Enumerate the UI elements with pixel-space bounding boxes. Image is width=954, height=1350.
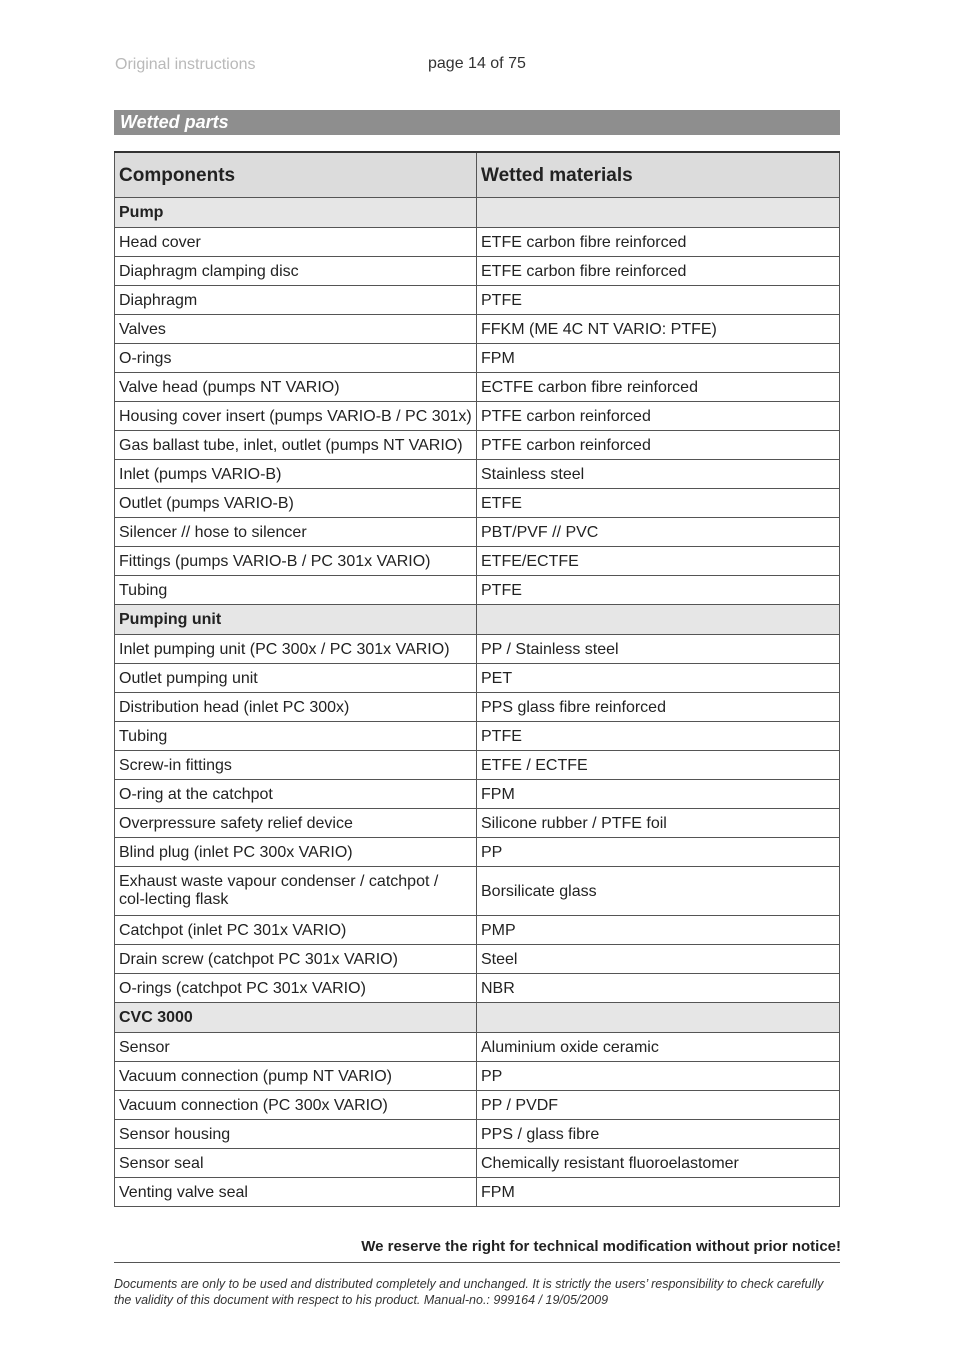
section-empty-cell	[477, 1003, 840, 1033]
component-cell: O-ring at the catchpot	[115, 780, 477, 809]
component-cell: Diaphragm	[115, 286, 477, 315]
table-row	[115, 402, 840, 431]
table-row	[115, 867, 840, 916]
component-cell: Housing cover insert (pumps VARIO-B / PC 301x)	[115, 402, 477, 431]
material-cell: Borsilicate glass	[477, 867, 840, 916]
material-cell: ETFE / ECTFE	[477, 751, 840, 780]
material-cell: ETFE carbon fibre reinforced	[477, 228, 840, 257]
component-cell: Sensor	[115, 1033, 477, 1062]
material-cell: Steel	[477, 945, 840, 974]
table-row	[115, 257, 840, 286]
material-cell: PMP	[477, 916, 840, 945]
material-cell: PTFE carbon reinforced	[477, 431, 840, 460]
material-cell: PTFE	[477, 722, 840, 751]
footer-disclaimer: Documents are only to be used and distributed completely and unchanged. It is strictly the users’ responsibility to check carefully the validity of this document with respect to his product. Manual-no.: 999164 / 19/05/2009	[114, 1277, 824, 1307]
material-cell: PP / Stainless steel	[477, 635, 840, 664]
material-cell: PP / PVDF	[477, 1091, 840, 1120]
component-cell: Outlet pumping unit	[115, 664, 477, 693]
component-cell: O-rings	[115, 344, 477, 373]
wetted-parts-table	[114, 151, 840, 1207]
column-header-materials: Wetted materials	[477, 152, 840, 198]
section-title: Wetted parts	[114, 110, 840, 135]
table-row	[115, 780, 840, 809]
component-cell: Catchpot (inlet PC 301x VARIO)	[115, 916, 477, 945]
page-number: page 14 of 75	[428, 55, 526, 72]
table-row	[115, 286, 840, 315]
material-cell: ETFE	[477, 489, 840, 518]
section-empty-cell	[477, 198, 840, 228]
table-row	[115, 693, 840, 722]
component-cell: Valve head (pumps NT VARIO)	[115, 373, 477, 402]
column-header-components: Components	[115, 152, 477, 198]
table-row	[115, 1149, 840, 1178]
material-cell: Chemically resistant fluoroelastomer	[477, 1149, 840, 1178]
section-empty-cell	[477, 605, 840, 635]
table-row	[115, 431, 840, 460]
table-row	[115, 315, 840, 344]
material-cell: FPM	[477, 1178, 840, 1207]
material-cell: Silicone rubber / PTFE foil	[477, 809, 840, 838]
table-row	[115, 228, 840, 257]
material-cell: PPS glass fibre reinforced	[477, 693, 840, 722]
table-row	[115, 344, 840, 373]
material-cell: FFKM (ME 4C NT VARIO: PTFE)	[477, 315, 840, 344]
component-cell: Vacuum connection (PC 300x VARIO)	[115, 1091, 477, 1120]
table-row	[115, 576, 840, 605]
material-cell: PTFE carbon reinforced	[477, 402, 840, 431]
material-cell: FPM	[477, 344, 840, 373]
component-cell: Fittings (pumps VARIO-B / PC 301x VARIO)	[115, 547, 477, 576]
table-row	[115, 916, 840, 945]
material-cell: Aluminium oxide ceramic	[477, 1033, 840, 1062]
table-row	[115, 1091, 840, 1120]
table-row	[115, 547, 840, 576]
table-row	[115, 945, 840, 974]
table-row	[115, 974, 840, 1003]
component-cell: Blind plug (inlet PC 300x VARIO)	[115, 838, 477, 867]
section-heading-cell: CVC 3000	[115, 1003, 477, 1033]
modification-notice: We reserve the right for technical modification without prior notice!	[361, 1238, 841, 1255]
material-cell: NBR	[477, 974, 840, 1003]
material-cell: PP	[477, 1062, 840, 1091]
table-row	[115, 1178, 840, 1207]
table-row	[115, 838, 840, 867]
component-cell: Venting valve seal	[115, 1178, 477, 1207]
material-cell: Stainless steel	[477, 460, 840, 489]
table-row	[115, 518, 840, 547]
material-cell: ECTFE carbon fibre reinforced	[477, 373, 840, 402]
component-cell: Diaphragm clamping disc	[115, 257, 477, 286]
table-row	[115, 1062, 840, 1091]
material-cell: PPS / glass fibre	[477, 1120, 840, 1149]
section-heading-cell: Pump	[115, 198, 477, 228]
component-cell: Gas ballast tube, inlet, outlet (pumps NT VARIO)	[115, 431, 477, 460]
table-row	[115, 489, 840, 518]
component-cell: Vacuum connection (pump NT VARIO)	[115, 1062, 477, 1091]
table-row	[115, 809, 840, 838]
section-heading-cell: Pumping unit	[115, 605, 477, 635]
component-cell: Overpressure safety relief device	[115, 809, 477, 838]
table-row	[115, 635, 840, 664]
table-row	[115, 1033, 840, 1062]
component-cell: Sensor seal	[115, 1149, 477, 1178]
material-cell: PTFE	[477, 286, 840, 315]
material-cell: FPM	[477, 780, 840, 809]
component-cell: Distribution head (inlet PC 300x)	[115, 693, 477, 722]
table-header-row	[115, 152, 840, 198]
table-row	[115, 1120, 840, 1149]
component-cell: Screw-in fittings	[115, 751, 477, 780]
material-cell: PBT/PVF // PVC	[477, 518, 840, 547]
material-cell: ETFE/ECTFE	[477, 547, 840, 576]
table-body	[115, 198, 840, 1207]
table-row	[115, 460, 840, 489]
table-row	[115, 751, 840, 780]
table-section-row	[115, 198, 840, 228]
component-cell: Inlet (pumps VARIO-B)	[115, 460, 477, 489]
component-cell: Tubing	[115, 576, 477, 605]
component-cell: Silencer // hose to silencer	[115, 518, 477, 547]
material-cell: PP	[477, 838, 840, 867]
component-cell: Inlet pumping unit (PC 300x / PC 301x VARIO)	[115, 635, 477, 664]
component-cell: Drain screw (catchpot PC 301x VARIO)	[115, 945, 477, 974]
component-cell: O-rings (catchpot PC 301x VARIO)	[115, 974, 477, 1003]
table-row	[115, 664, 840, 693]
component-cell: Valves	[115, 315, 477, 344]
component-cell: Exhaust waste vapour condenser / catchpot / col-lecting flask	[115, 867, 477, 916]
component-cell: Head cover	[115, 228, 477, 257]
material-cell: PET	[477, 664, 840, 693]
table-row	[115, 373, 840, 402]
component-cell: Tubing	[115, 722, 477, 751]
component-cell: Sensor housing	[115, 1120, 477, 1149]
material-cell: ETFE carbon fibre reinforced	[477, 257, 840, 286]
component-cell: Outlet (pumps VARIO-B)	[115, 489, 477, 518]
footer-divider	[114, 1262, 840, 1263]
table-section-row	[115, 605, 840, 635]
table-section-row	[115, 1003, 840, 1033]
material-cell: PTFE	[477, 576, 840, 605]
document-type-label: Original instructions	[115, 56, 256, 73]
table-row	[115, 722, 840, 751]
